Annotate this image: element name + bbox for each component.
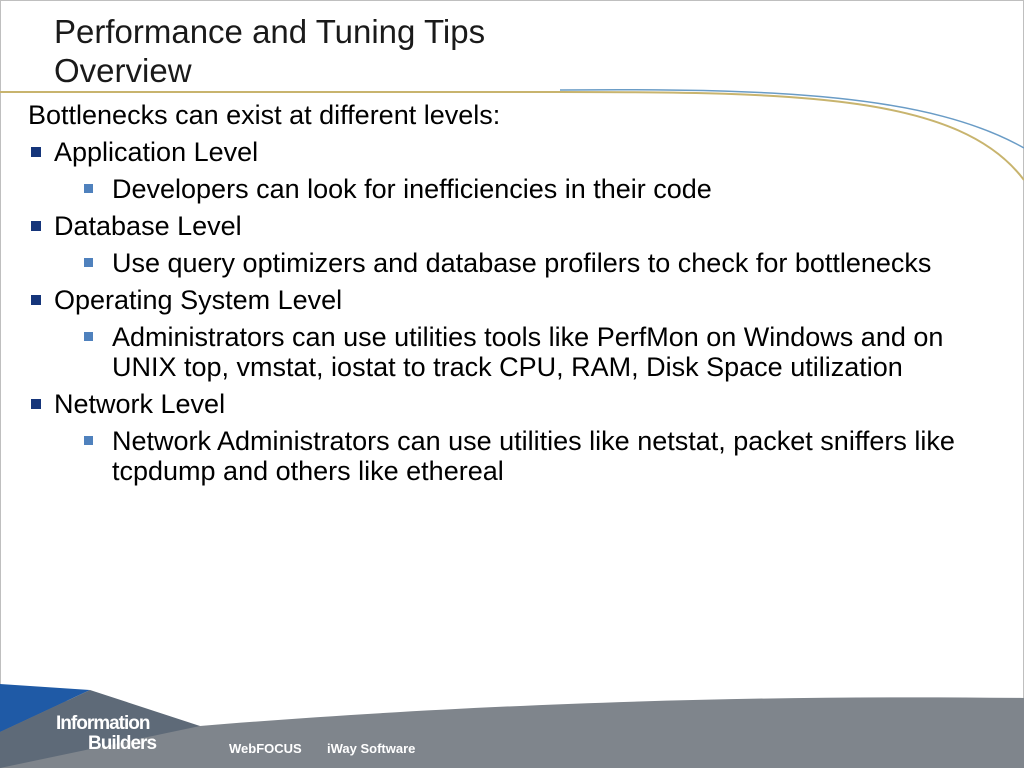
bullet-application-level: Application Level [28, 137, 1008, 167]
intro-text: Bottlenecks can exist at different levels: [28, 100, 501, 130]
footer-webfocus: WebFOCUS [229, 741, 302, 756]
sub-bullet-os: Administrators can use utilities tools like PerfMon on Windows and on UNIX top, vmstat, iostat to track CPU, RAM, Disk Space utilization [28, 322, 992, 382]
sub-bullet-application: Developers can look for inefficiencies in their code [28, 174, 992, 204]
slide-body [28, 100, 1008, 493]
logo-line-2: Builders [88, 733, 157, 754]
footer-iway-software: iWay Software [327, 741, 416, 756]
square-bullet-icon [84, 332, 93, 341]
logo-line-1: Information [56, 713, 150, 734]
information-builders-logo [56, 714, 156, 754]
square-bullet-icon [31, 147, 41, 157]
title-line-1: Performance and Tuning Tips [54, 13, 486, 50]
square-bullet-icon [84, 258, 93, 267]
sub-bullet-database: Use query optimizers and database profilers to check for bottlenecks [28, 248, 992, 278]
square-bullet-icon [84, 184, 93, 193]
title-line-2: Overview [54, 52, 192, 89]
slide-title [54, 12, 485, 90]
square-bullet-icon [84, 436, 93, 445]
square-bullet-icon [31, 221, 41, 231]
bullet-database-level: Database Level [28, 211, 1008, 241]
square-bullet-icon [31, 295, 41, 305]
square-bullet-icon [31, 399, 41, 409]
sub-bullet-network: Network Administrators can use utilities like netstat, packet sniffers like tcpdump and others like ethereal [28, 426, 992, 486]
bullet-network-level: Network Level [28, 389, 1008, 419]
bullet-os-level: Operating System Level [28, 285, 1008, 315]
